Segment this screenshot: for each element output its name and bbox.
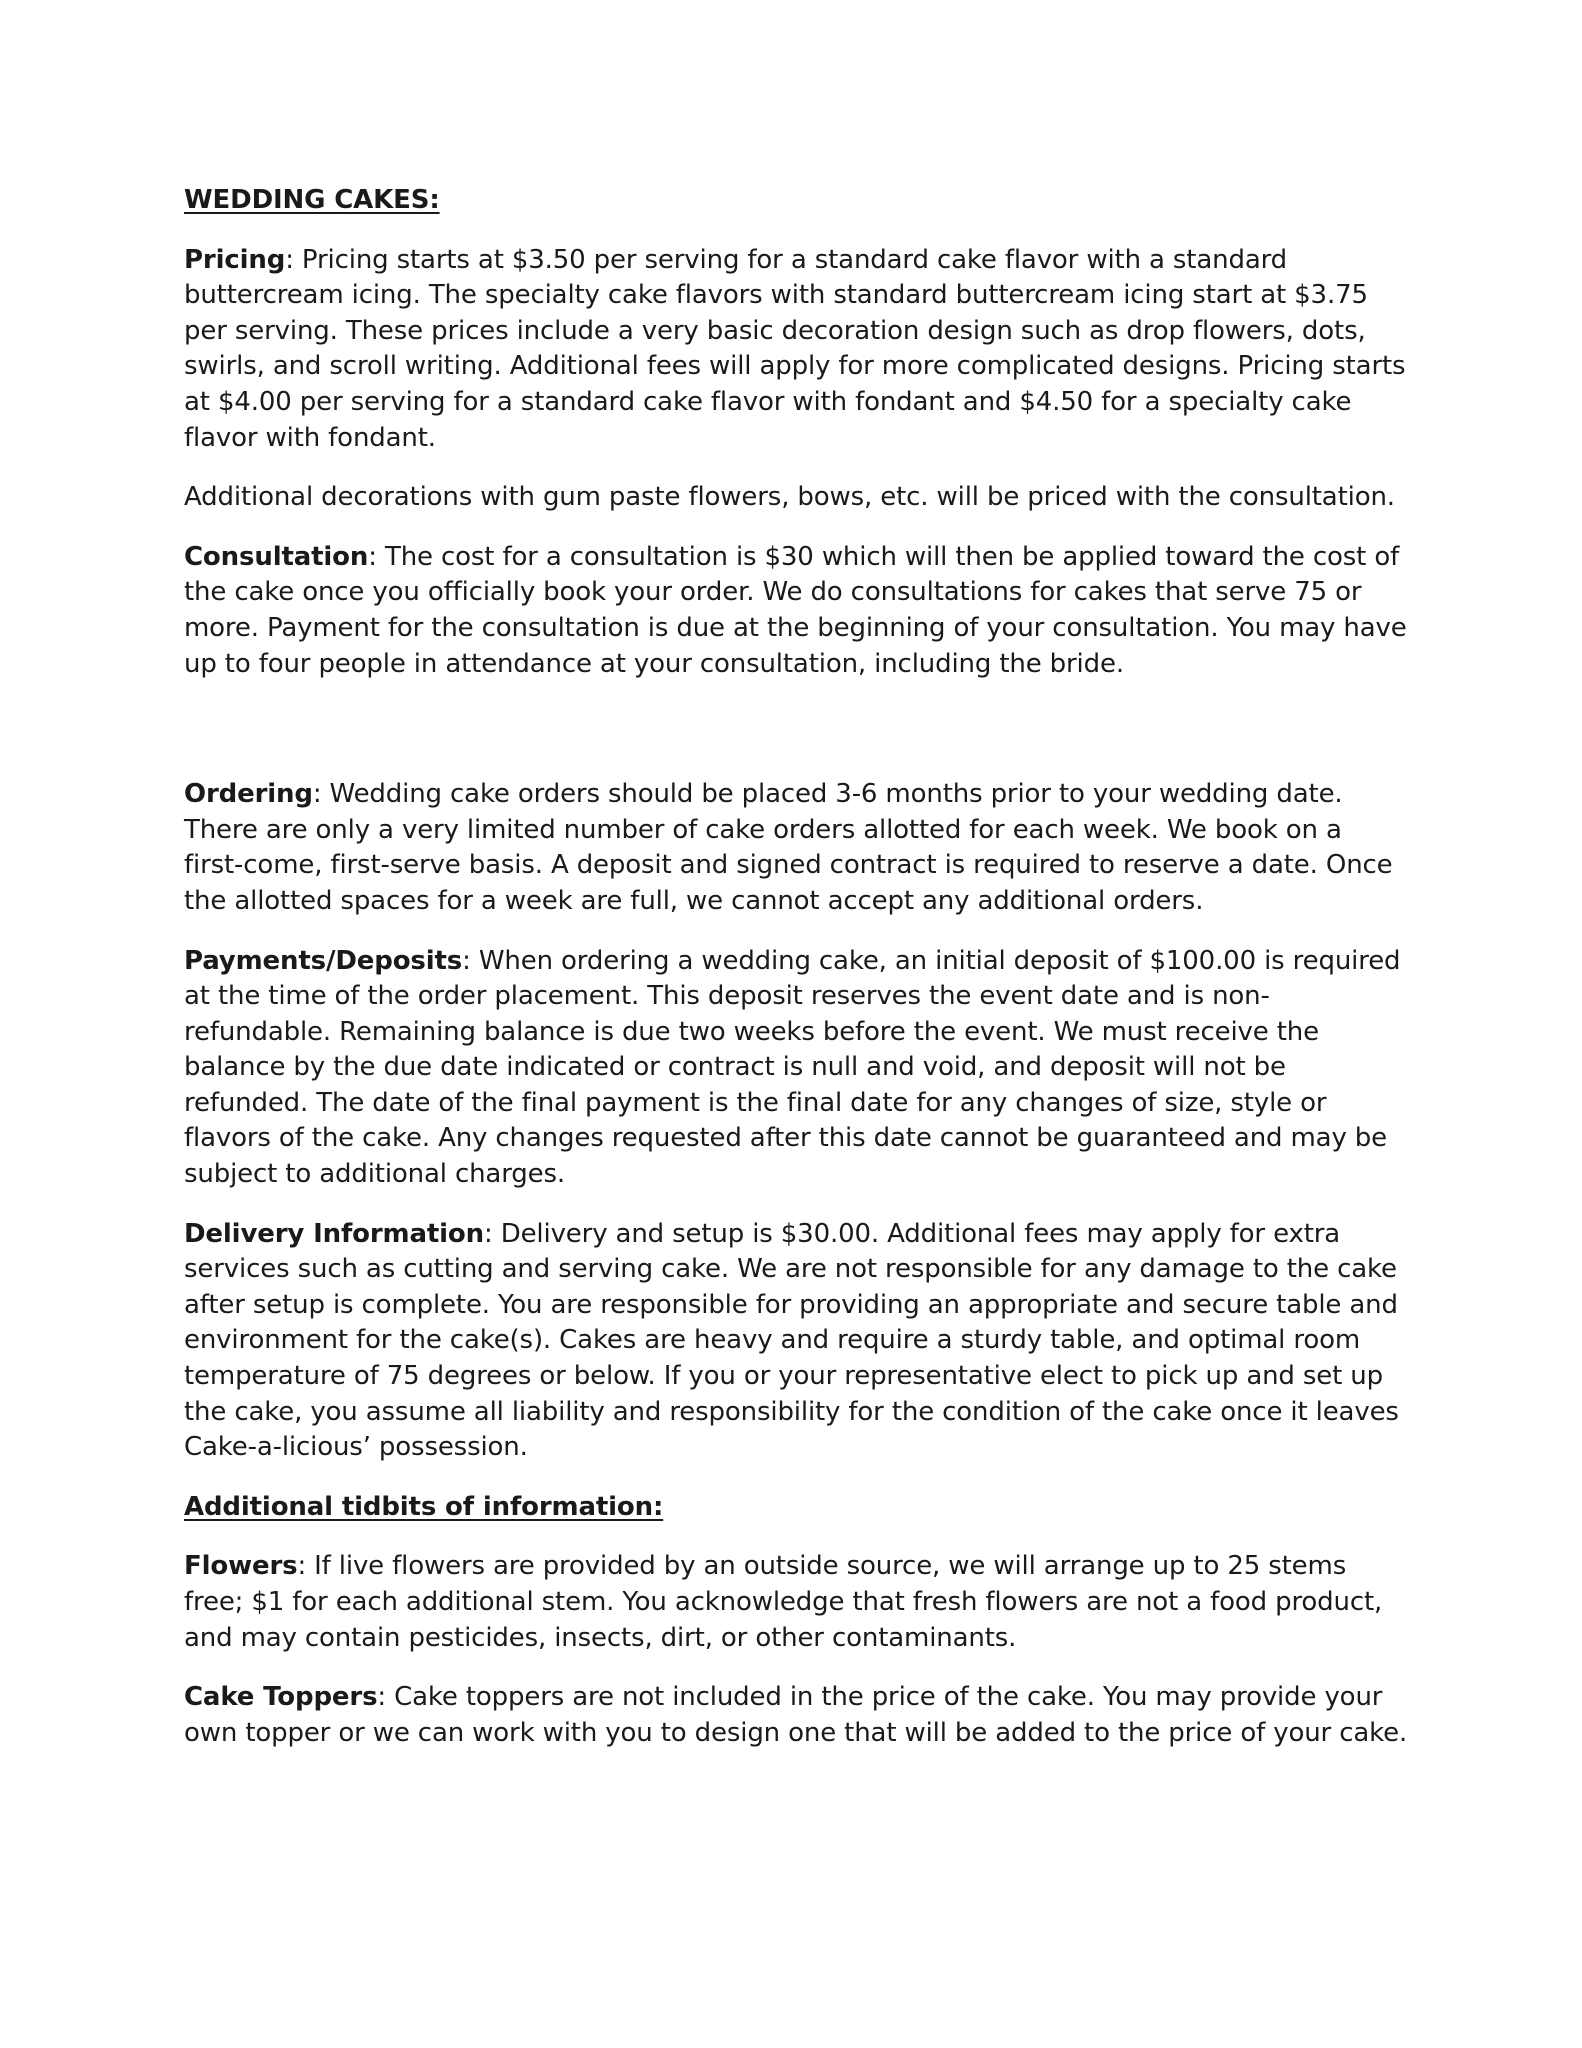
payments-label: Payments/Deposits (184, 945, 463, 976)
delivery-label: Delivery Information (184, 1218, 484, 1249)
section-subheading: Additional tidbits of information: (184, 1491, 664, 1522)
flowers-text: : If live flowers are provided by an outside source, we will arrange up to 25 stems free; $1 for each additional stem. You acknowledge that fresh flowers are not a food product, and may contain pesticides, insects, dirt, or other contaminants. (184, 1551, 1383, 1653)
pricing-paragraph (184, 243, 1409, 457)
consultation-paragraph (184, 540, 1409, 682)
pricing-label: Pricing (184, 244, 286, 275)
ordering-label: Ordering (184, 779, 313, 810)
additional-decorations-paragraph: Additional decorations with gum paste flowers, bows, etc. will be priced with the consultation. (184, 482, 1395, 513)
document-page (184, 183, 1409, 1751)
cake-toppers-paragraph (184, 1680, 1409, 1751)
consultation-text: : The cost for a consultation is $30 which will then be applied toward the cost of the cake once you officially book your order. We do consultations for cakes that serve 75 or more. Payment for the consultation is due at the beginning of your consultation. You may have up to four people in attendance at your consultation, including the bride. (184, 541, 1407, 679)
delivery-paragraph (184, 1217, 1409, 1466)
pricing-text: : Pricing starts at $3.50 per serving for a standard cake flavor with a standard buttercream icing. The specialty cake flavors with standard buttercream icing start at $3.75 per serving. These prices include a very basic decoration design such as drop flowers, dots, swirls, and scroll writing. Additional fees will apply for more complicated designs. Pricing starts at $4.00 per serving for a standard cake flavor with fondant and $4.50 for a specialty cake flavor with fondant. (184, 244, 1406, 453)
cake-toppers-text: : Cake toppers are not included in the price of the cake. You may provide your own topper or we can work with you to design one that will be added to the price of your cake. (184, 1682, 1408, 1748)
page-title: WEDDING CAKES: (184, 185, 440, 215)
cake-toppers-label: Cake Toppers (184, 1682, 378, 1713)
flowers-paragraph (184, 1549, 1409, 1656)
payments-text: : When ordering a wedding cake, an initial deposit of $100.00 is required at the time of the order placement. This deposit reserves the event date and is non-refundable. Remaining balance is due two weeks before the event. We must receive the balance by the due date indicated or contract is null and void, and deposit will not be refunded. The date of the final payment is the final date for any changes of size, style or flavors of the cake. Any changes requested after this date cannot be guaranteed and may be subject to additional charges. (184, 945, 1401, 1190)
ordering-paragraph (184, 777, 1409, 919)
flowers-label: Flowers (184, 1551, 298, 1582)
consultation-label: Consultation (184, 541, 369, 572)
delivery-text: : Delivery and setup is $30.00. Additional fees may apply for extra services such as cutting and serving cake. We are not responsible for any damage to the cake after setup is complete. You are responsible for providing an appropriate and secure table and environment for the cake(s). Cakes are heavy and require a sturdy table, and optimal room temperature of 75 degrees or below. If you or your representative elect to pick up and set up the cake, you assume all liability and responsibility for the condition of the cake once it leaves Cake-a-licious’ possession. (184, 1218, 1399, 1463)
ordering-text: : Wedding cake orders should be placed 3-6 months prior to your wedding date. There are only a very limited number of cake orders allotted for each week. We book on a first-come, first-serve basis. A deposit and signed contract is required to reserve a date. Once the allotted spaces for a week are full, we cannot accept any additional orders. (184, 779, 1393, 916)
payments-paragraph (184, 944, 1409, 1193)
